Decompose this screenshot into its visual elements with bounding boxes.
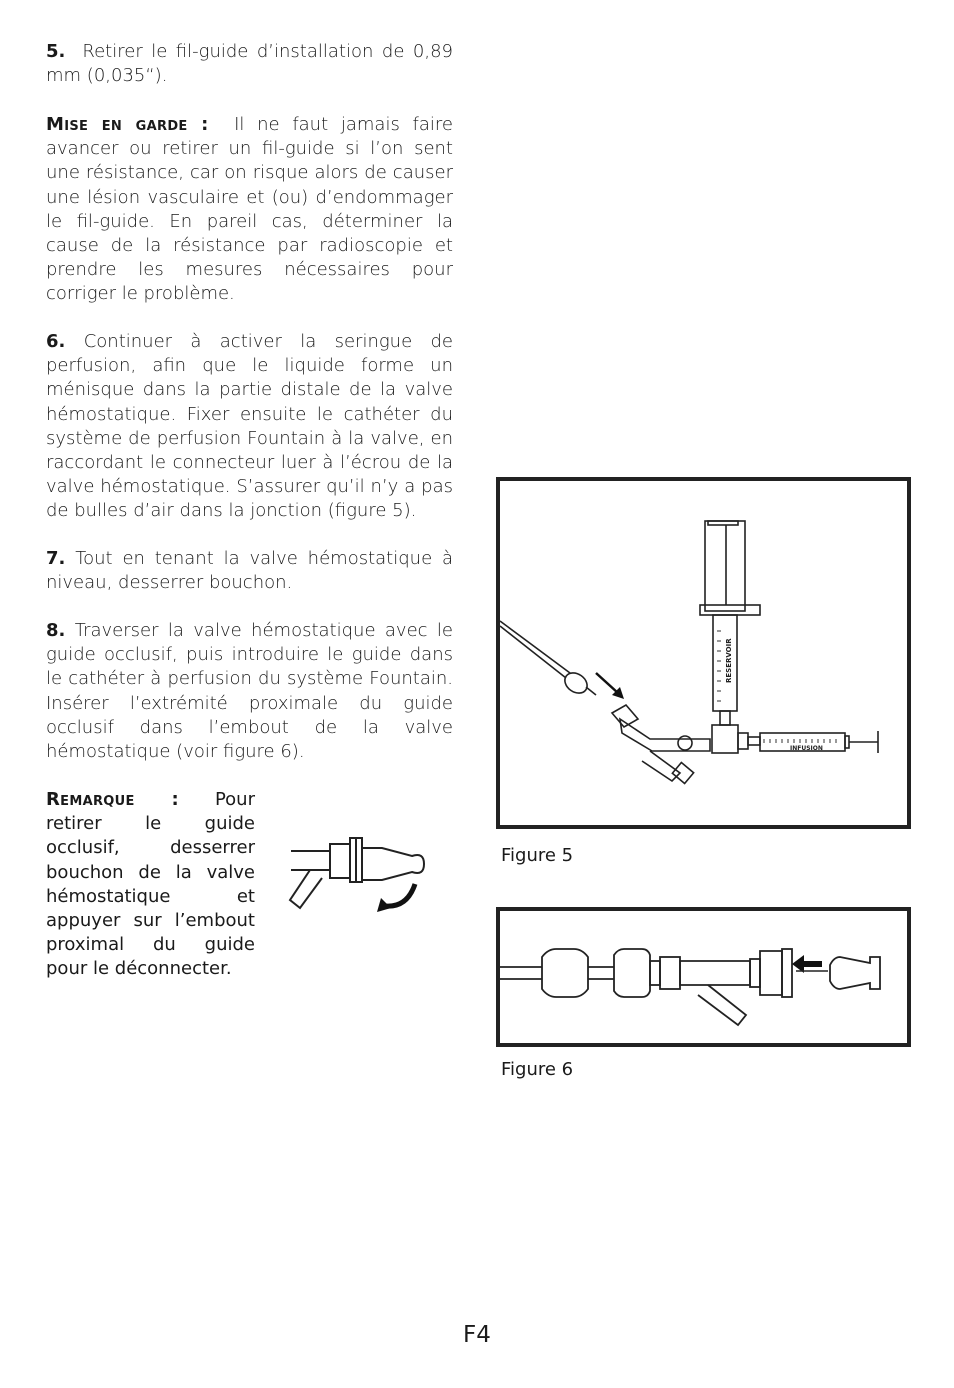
figure-6-caption: Figure 6 — [501, 1059, 574, 1080]
reservoir-label: RESERVOIR — [725, 638, 733, 683]
guide-removal-drawing — [285, 826, 435, 916]
page-number: F4 — [463, 1322, 491, 1348]
step-6 — [46, 330, 453, 524]
note-text: Pour retirer le guide occlusif, desserrer bouchon de la valve hémostatique et appuyer sur l’embout proximal du guide pour le déconnecter. — [46, 789, 255, 980]
step-7 — [46, 547, 453, 595]
step-8 — [46, 619, 453, 764]
step-number: 6. — [46, 331, 66, 352]
figure-5-drawing — [500, 481, 907, 825]
figure-6-drawing — [500, 911, 907, 1043]
note-illustration — [285, 826, 435, 916]
note — [46, 788, 255, 982]
figure-6-frame — [496, 907, 911, 1047]
step-text: Retirer le fil-guide d’installation de 0,89 mm (0,035“). — [46, 41, 453, 87]
step-number: 8. — [46, 620, 66, 641]
note-label: Remarque : — [46, 789, 179, 810]
figure-5-caption: Figure 5 — [501, 845, 574, 866]
warning-label: Mise en garde : — [46, 114, 209, 135]
infusion-label: INFUSION — [790, 745, 823, 752]
step-text: Tout en tenant la valve hémostatique à niveau, desserrer bouchon. — [46, 548, 453, 594]
step-text: Traverser la valve hémostatique avec le guide occlusif, puis introduire le guide dans le cathéter à perfusion du système Fountain. Insérer l’extrémité proximale du guide occlusif dans l’embout de la valve hémostatique (voir figure 6). — [46, 620, 453, 763]
step-number: 7. — [46, 548, 66, 569]
step-5 — [46, 40, 453, 88]
step-number: 5. — [46, 41, 66, 62]
warning — [46, 113, 453, 307]
figure-5-frame — [496, 477, 911, 829]
step-text: Continuer à activer la seringue de perfusion, afin que le liquide forme un ménisque dans la partie distale de la valve hémostatique. Fixer ensuite le cathéter du système de perfusion Fountain à la valve, en raccordant le connecteur luer à l’écrou de la valve hémostatique. S’assurer qu’il n’y a pas de bulles d’air dans la jonction (figure 5). — [46, 331, 453, 522]
warning-text: Il ne faut jamais faire avancer ou retirer un fil-guide si l’on sent une résistance, car on risque alors de causer une lésion vasculaire et (ou) d’endommager le fil-guide. En pareil cas, déterminer la cause de la résistance par radioscopie et prendre les mesures nécessaires pour corriger le problème. — [46, 114, 453, 305]
